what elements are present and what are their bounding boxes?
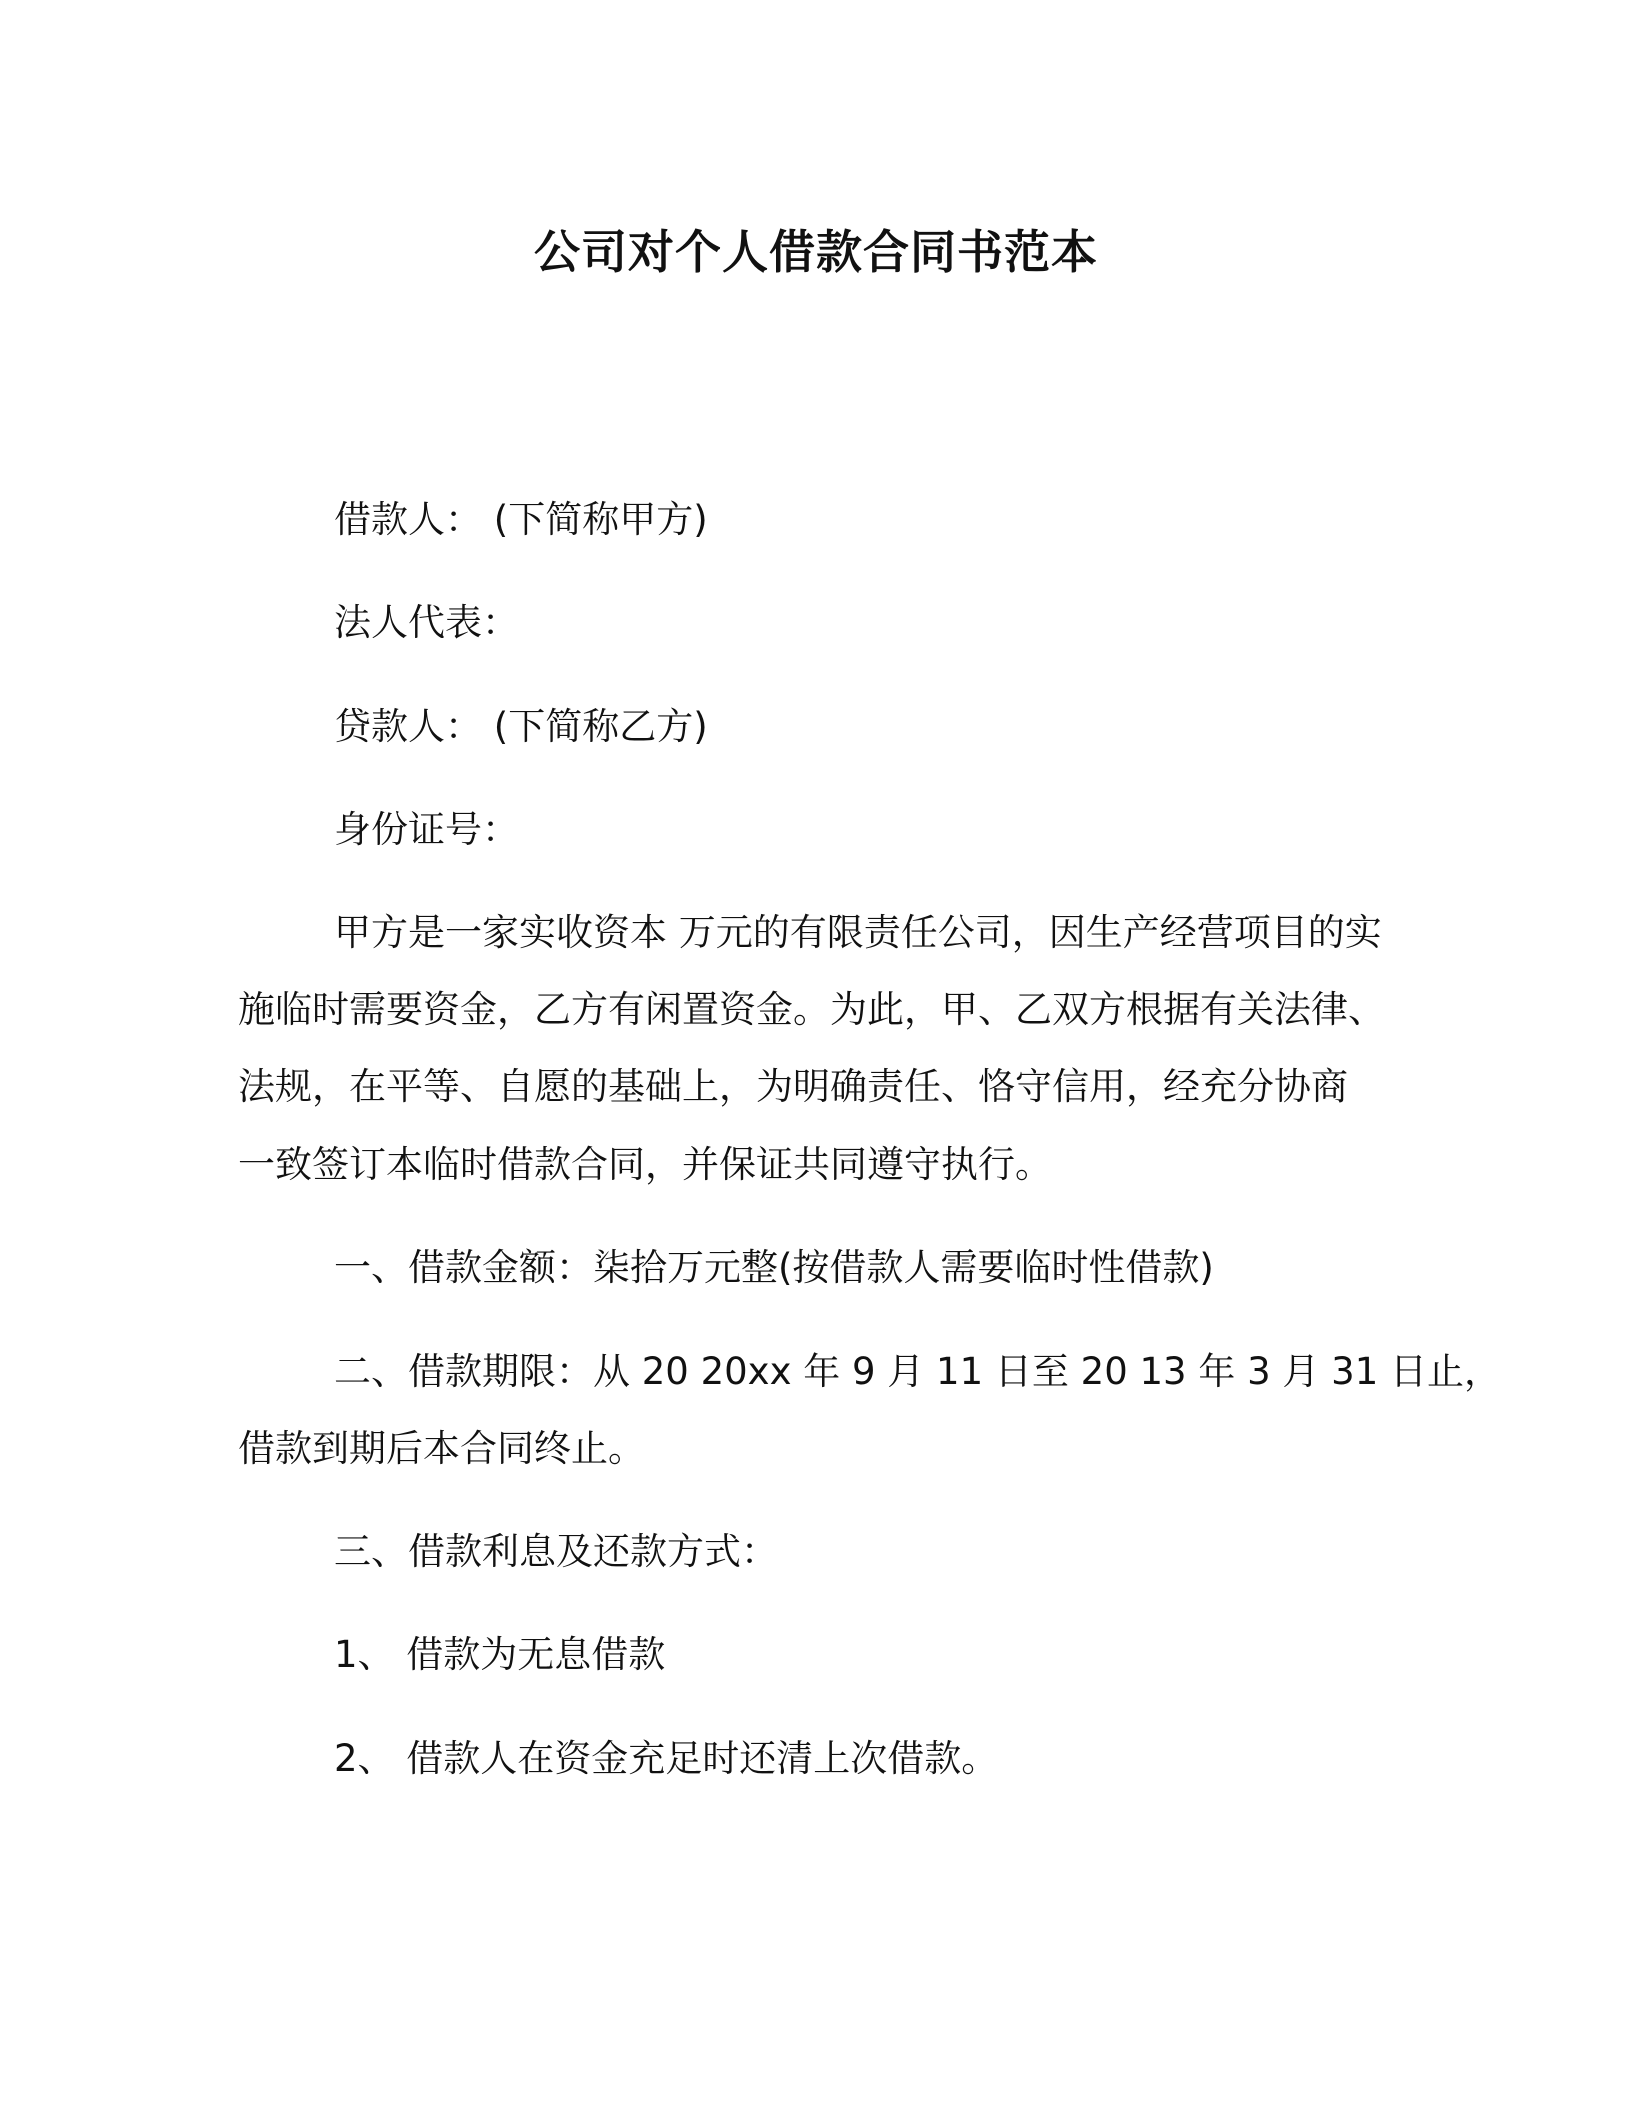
document-title: 公司对个人借款合同书范本: [534, 225, 1098, 279]
intro-line-2: 施临时需要资金，乙方有闲置资金。为此，甲、乙双方根据有关法律、: [238, 988, 1385, 1031]
id-number-line: 身份证号：: [334, 808, 519, 851]
intro-line-1: 甲方是一家实收资本 万元的有限责任公司，因生产经营项目的实: [334, 911, 1382, 954]
lender-line: 贷款人： (下简称乙方): [334, 705, 708, 748]
clause-term-line-2: 借款到期后本合同终止。: [238, 1427, 645, 1470]
list-item-repayment: 2、 借款人在资金充足时还清上次借款。: [334, 1737, 999, 1780]
clause-term-line-1: 二、借款期限：从 20 20xx 年 9 月 11 日至 20 13 年 3 月 31 日止，: [334, 1350, 1502, 1393]
clause-amount: 一、借款金额：柒拾万元整(按借款人需要临时性借款): [334, 1246, 1214, 1289]
borrower-line: 借款人： (下简称甲方): [334, 498, 708, 541]
clause-interest: 三、借款利息及还款方式：: [334, 1530, 778, 1573]
intro-line-4: 一致签订本临时借款合同，并保证共同遵守执行。: [238, 1143, 1052, 1186]
legal-rep-line: 法人代表：: [334, 601, 519, 644]
intro-line-3: 法规，在平等、自愿的基础上，为明确责任、恪守信用，经充分协商: [238, 1065, 1348, 1108]
list-item-interest-free: 1、 借款为无息借款: [334, 1633, 666, 1676]
